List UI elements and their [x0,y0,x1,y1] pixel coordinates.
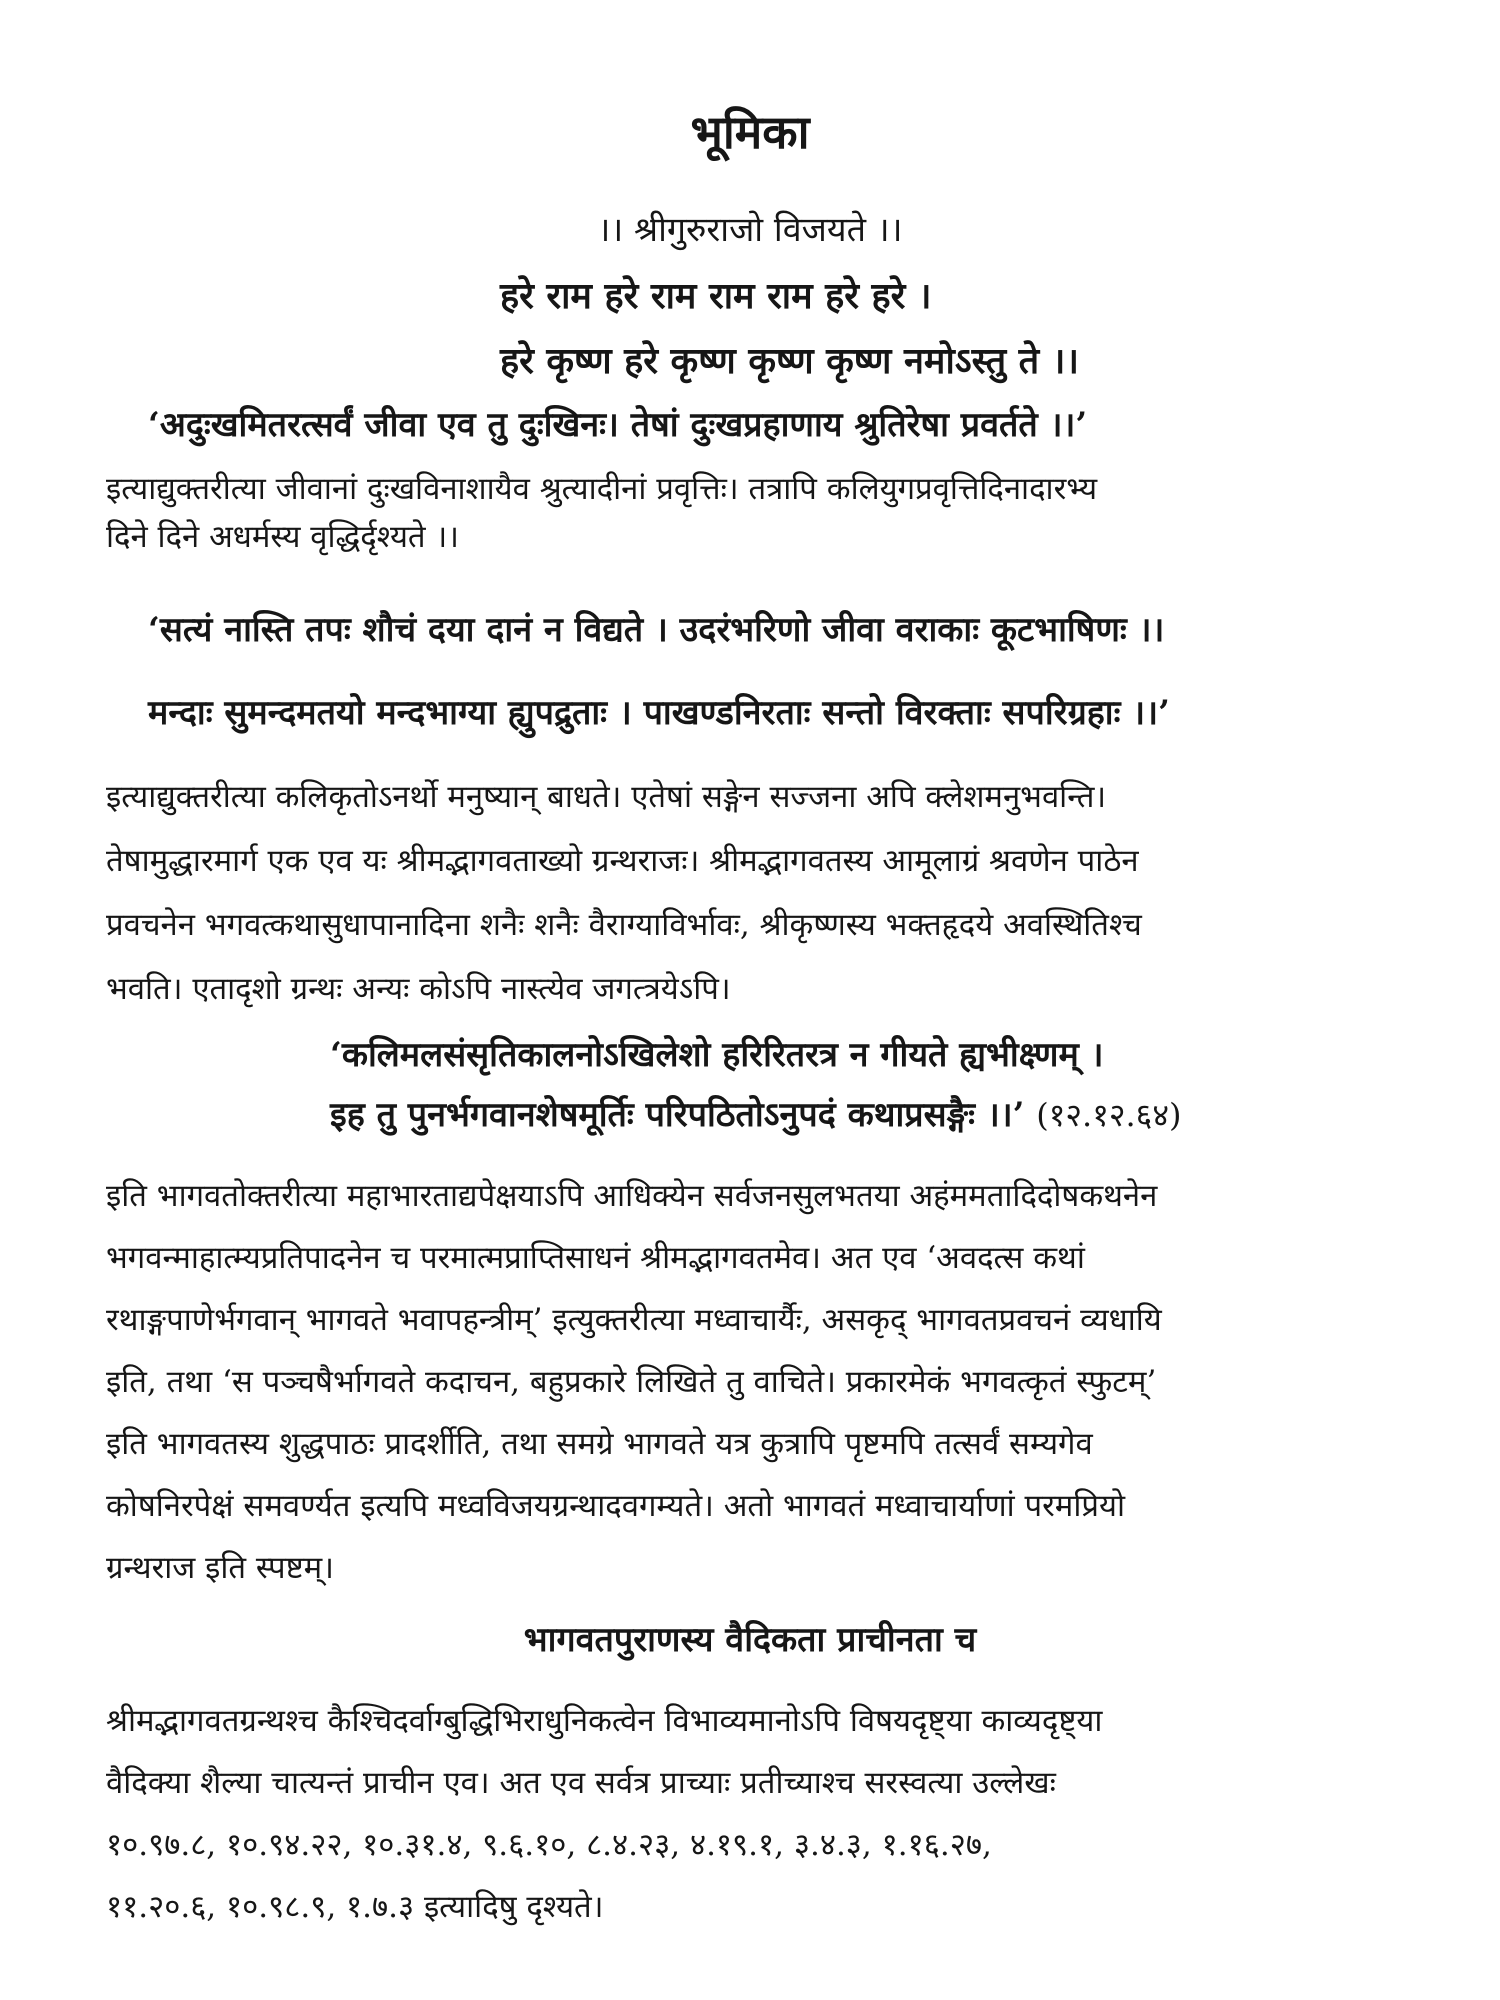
mantra-line-2: हरे कृष्ण हरे कृष्ण कृष्ण कृष्ण नमोऽस्तु ते ।। [500,340,1079,382]
verse-3-line-2 [330,1090,1181,1136]
paragraph-line: इत्याद्युक्तरीत्या जीवानां दुःखविनाशायैव श्रुत्यादीनां प्रवृत्तिः। तत्रापि कलियुगप्रवृत्तिदिनादारभ्य [106,471,1098,507]
paragraph-line: इति, तथा ‘स पञ्चषैर्भागवते कदाचन, बहुप्रकारे लिखिते तु वाचिते। प्रकारमेकं भगवत्कृतं स्फुटम्’ [106,1364,1157,1400]
paragraph-line: इति भागवतस्य शुद्धपाठः प्रादर्शीति, तथा समग्रे भागवते यत्र कुत्रापि पृष्टमपि तत्सर्वं सम्यगेव [106,1426,1093,1462]
invocation: ।। श्रीगुरुराजो विजयते ।। [597,210,903,250]
paragraph-line: दिने दिने अधर्मस्य वृद्धिर्दृश्यते ।। [106,519,459,555]
verse-2-line-2: मन्दाः सुमन्दमतयो मन्दभाग्या ह्युपद्रुताः । पाखण्डनिरताः सन्तो विरक्ताः सपरिग्रहाः ।।’ [148,693,1170,733]
paragraph-line: वैदिक्या शैल्या चात्यन्तं प्राचीन एव। अत एव सर्वत्र प्राच्याः प्रतीच्याश्च सरस्वत्या उल्लेखः [106,1765,1056,1801]
paragraph-line: प्रवचनेन भगवत्कथासुधापानादिना शनैः शनैः वैराग्याविर्भावः, श्रीकृष्णस्य भक्तहृदये अवस्थितिश्च [106,907,1142,943]
paragraph-line: इति भागवतोक्तरीत्या महाभारताद्यपेक्षयाऽपि आधिक्येन सर्वजनसुलभतया अहंममतादिदोषकथनेन [106,1178,1158,1214]
paragraph-4 [106,1690,1394,1938]
paragraph-line: ग्रन्थराज इति स्पष्टम्। [106,1550,334,1586]
paragraph-line: ११.२०.६, १०.९८.९, १.७.३ इत्यादिषु दृश्यते। [106,1889,604,1925]
verse-1: ‘अदुःखमितरत्सर्वं जीवा एव तु दुःखिनः। तेषां दुःखप्रहाणाय श्रुतिरेषा प्रवर्तते ।।’ [148,405,1088,445]
verse-3-reference: (१२.१२.६४) [1036,1096,1182,1134]
paragraph-line: तेषामुद्धारमार्ग एक एव यः श्रीमद्भागवताख्यो ग्रन्थराजः। श्रीमद्भागवतस्य आमूलाग्रं श्रवणेन पाठेन [106,843,1139,879]
mantra-line-1: हरे राम हरे राम राम राम हरे हरे । [500,275,932,317]
paragraph-1 [106,465,1394,561]
paragraph-line: भवति। एतादृशो ग्रन्थः अन्यः कोऽपि नास्त्येव जगत्त्रयेऽपि। [106,971,731,1007]
paragraph-line: भगवन्माहात्म्यप्रतिपादनेन च परमात्मप्राप्तिसाधनं श्रीमद्भागवतमेव। अत एव ‘अवदत्स कथां [106,1240,1085,1276]
paragraph-line: कोषनिरपेक्षं समवर्ण्यत इत्यपि मध्वविजयग्रन्थादवगम्यते। अतो भागवतं मध्वाचार्याणां परमप्रियो [106,1488,1126,1524]
section-heading: भागवतपुराणस्य वैदिकता प्राचीनता च [523,1620,977,1660]
paragraph-line: रथाङ्गपाणेर्भगवान् भागवते भवापहन्त्रीम्’ इत्युक्तरीत्या मध्वाचार्यैः, असकृद् भागवतप्रवचनं व्यधायि [106,1302,1162,1338]
paragraph-line: श्रीमद्भागवतग्रन्थश्च कैश्चिदर्वाग्बुद्धिभिराधुनिकत्वेन विभाव्यमानोऽपि विषयदृष्ट्या काव्यदृष्ट्या [106,1703,1103,1739]
verse-3-text: इह तु पुनर्भगवानशेषमूर्तिः परिपठितोऽनुपदं कथाप्रसङ्गैः ।।’ [330,1095,1025,1135]
paragraph-2 [106,765,1394,1021]
paragraph-line: इत्याद्युक्तरीत्या कलिकृतोऽनर्थो मनुष्यान् बाधते। एतेषां सङ्गेन सज्जना अपि क्लेशमनुभवन्ति। [106,779,1107,815]
paragraph-3 [106,1165,1394,1599]
paragraph-line: १०.९७.८, १०.९४.२२, १०.३१.४, ९.६.१०, ८.४.२३, ४.१९.१, ३.४.३, १.१६.२७, [106,1827,992,1863]
verse-2-line-1: ‘सत्यं नास्ति तपः शौचं दया दानं न विद्यते । उदरंभरिणो जीवा वराकाः कूटभाषिणः ।। [148,610,1165,650]
page-title: भूमिका [690,105,810,159]
verse-3-line-1: ‘कलिमलसंसृतिकालनोऽखिलेशो हरिरितरत्र न गीयते ह्यभीक्ष्णम् । [330,1035,1104,1075]
